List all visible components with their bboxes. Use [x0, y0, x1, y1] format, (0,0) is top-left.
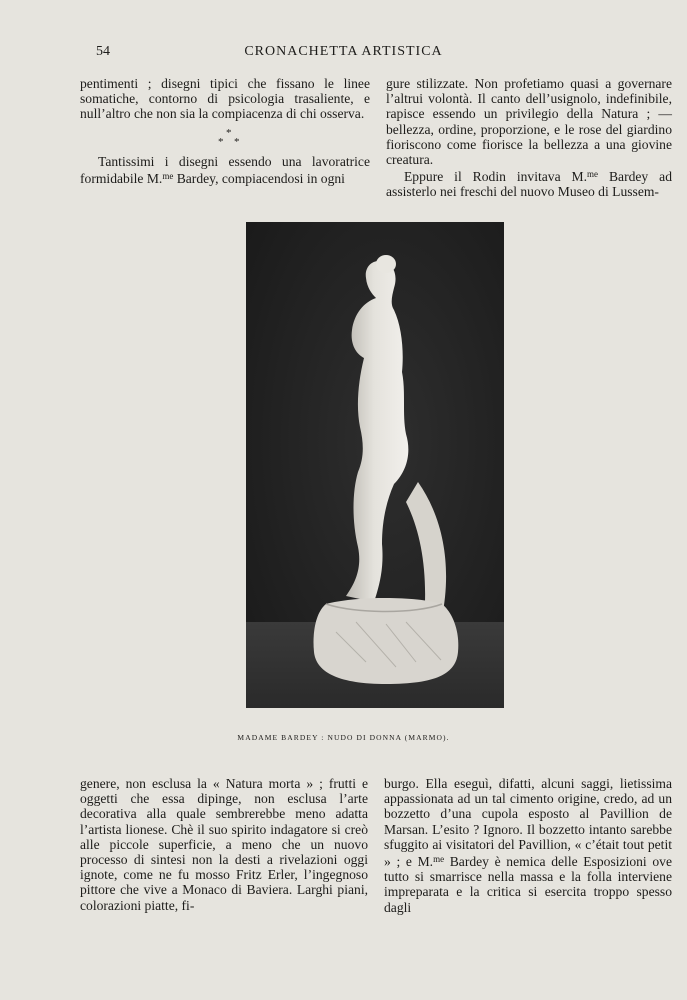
page-number: 54: [96, 44, 110, 59]
asterism-star: *: [234, 135, 240, 148]
asterism-star: *: [226, 126, 232, 139]
column-bottom-right: [384, 776, 672, 915]
asterism: [80, 124, 370, 150]
figure-caption: MADAME BARDEY : NUDO DI DONNA (MARMO).: [237, 733, 450, 742]
paragraph: genere, non esclusa la « Natura morta » ; frutti e oggetti che essa dipinge, non esclusa l’arte decorativa alla quale sembrerebbe meno adatta l’artista lionese. Chè il suo spirito indagatore si creò alle piccole superficie, a meno che un nuovo processo di sintesi non la desti a rivelazioni oggi ignote, come ne fu mosso Fritz Erler, l’ingegnoso pittore che vive a Monaco di Baviera. Larghi piani, colorazioni piatte, fi-: [80, 776, 368, 913]
marble-statue-image: [246, 222, 504, 708]
paragraph: pentimenti ; disegni tipici che fissano le linee somatiche, contorno di psicologia trasaliente, e null’altro che non sia la compiacenza di chi osserva.: [80, 76, 370, 122]
column-bottom-left: [80, 776, 368, 913]
column-top-right: [386, 76, 672, 200]
paragraph: Eppure il Rodin invitava M.$^{me}$ Bardey ad assisterlo nei freschi del nuovo Museo di Lussem-: [386, 169, 672, 200]
running-title: CRONACHETTA ARTISTICA: [244, 44, 443, 59]
paragraph: burgo. Ella eseguì, difatti, alcuni saggi, lietissima appassionata ad un tal cimento origine, credo, ad un bozzetto d’una cupola esposto al Pavillion de Marsan. L’esito ? Ignoro. Il bozzetto intanto sarebbe sfuggito ai visitatori del Pavillion, « c’était tout petit » ; e M.$^{me}$ Bardey è nemica delle Esposizioni ove tutto si smarrisce nella massa e la folla interviene impreparata e la critica si esercita troppo spesso dagli: [384, 776, 672, 915]
asterism-star: *: [218, 135, 224, 148]
column-top-left: [80, 76, 370, 186]
sculpture-photograph: [246, 222, 504, 708]
paragraph: gure stilizzate. Non profetiamo quasi a governare l’altrui volontà. Il canto dell’usignolo, indefinibile, rapisce essendo un privilegio della Natura ; — bellezza, ordine, proporzione, e le rose del giardino fioriscono come fiorisce la bellezza a una giovine creatura.: [386, 76, 672, 168]
paragraph: Tantissimi i disegni essendo una lavoratrice formidabile M.$^{me}$ Bardey, compiacendosi in ogni: [80, 153, 370, 186]
